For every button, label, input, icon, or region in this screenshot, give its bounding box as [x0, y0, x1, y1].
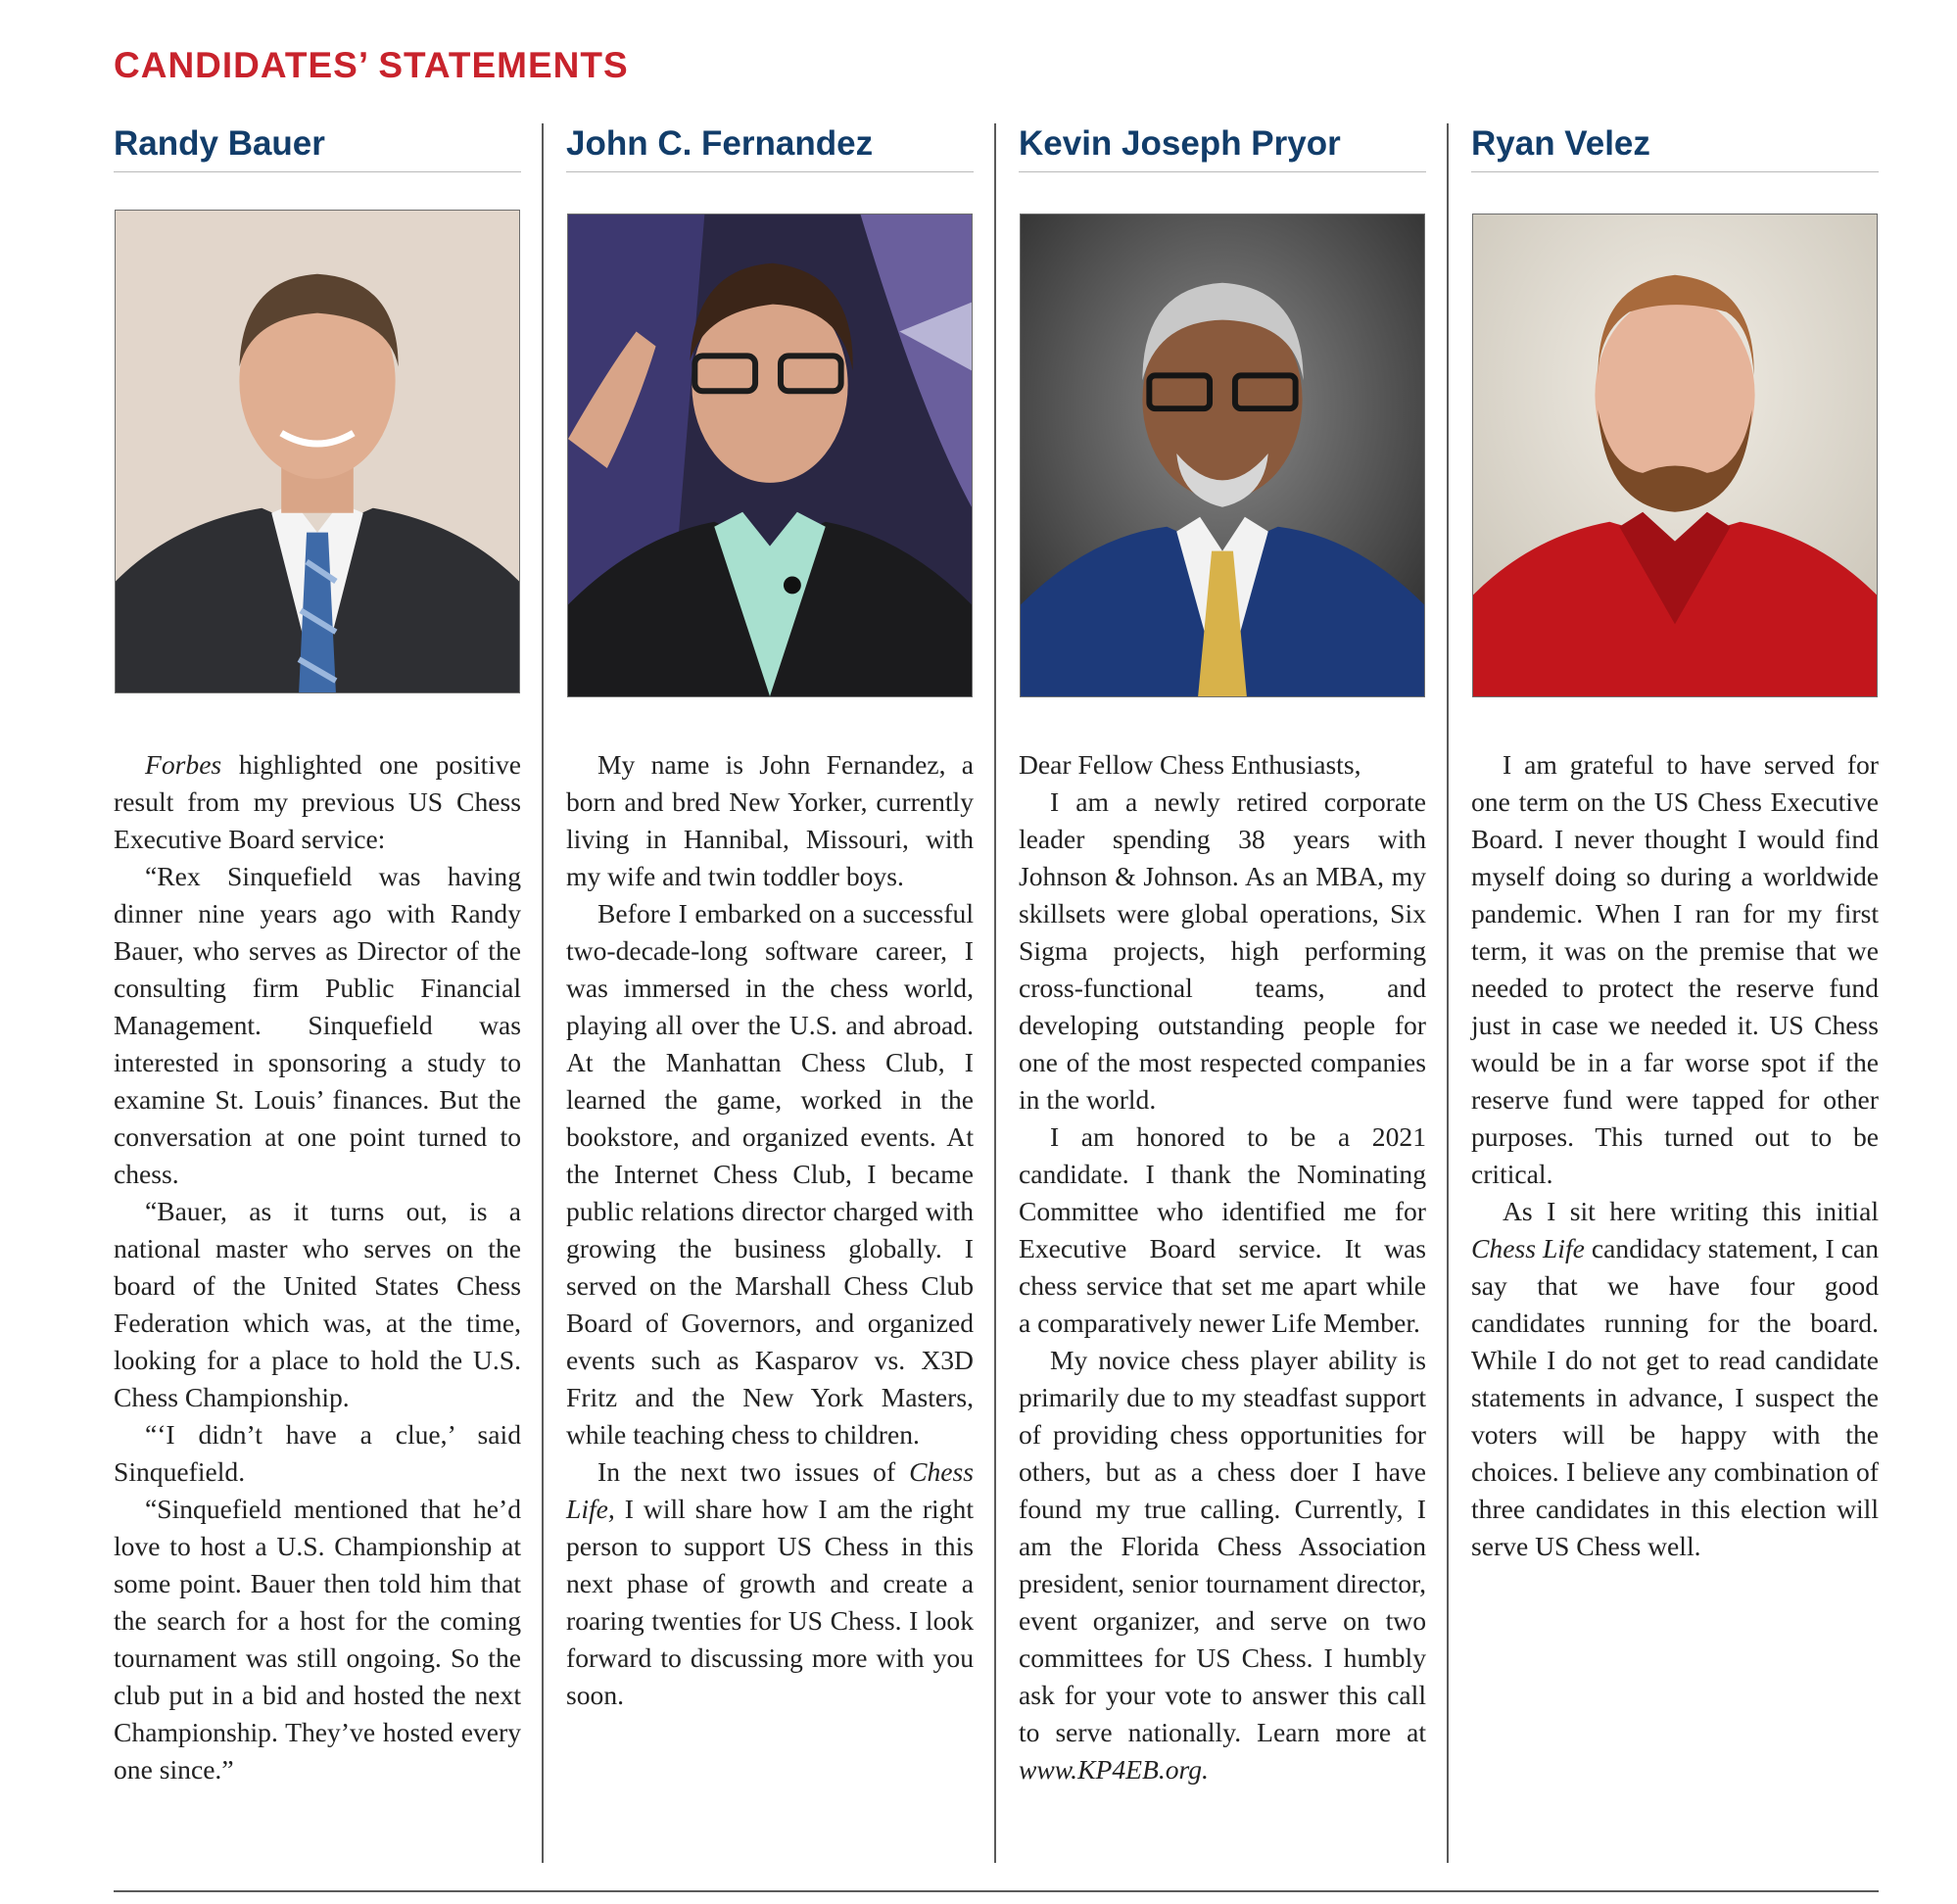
statement-paragraph: My name is John Fernandez, a born and bred New Yorker, currently living in Hannibal, Missouri, with my wife and twin toddler boys. — [566, 749, 974, 891]
statement-paragraph: I am grateful to have served for one term on the US Chess Executive Board. I never thought I would find myself doing so during a worldwide pandemic. When I ran for my first term, it was on the premise that we needed to protect the reserve fund just in case we needed it. US Chess would be in a far worse spot if the reserve fund were tapped for other purposes. This turned out to be critical. — [1471, 749, 1879, 1189]
bottom-rule — [114, 1890, 1879, 1892]
section-title: CANDIDATES’ STATEMENTS — [114, 45, 629, 85]
candidate-photo-bauer — [115, 210, 520, 693]
candidate-name: John C. Fernandez — [566, 123, 974, 172]
candidate-statement — [1019, 746, 1426, 1788]
column-divider — [542, 123, 544, 1863]
paragraph-text: My novice chess player ability is primarily due to my steadfast support of providing chess opportunities for others, but as a chess doer I have found my true calling. Currently, I am the Florida Chess Association president, senior tournament director, event organizer, and serve on two committees for US Chess. I humbly ask for your vote to answer this call to serve nationally. Learn more at — [1019, 1345, 1426, 1747]
statement-paragraph: I am a newly retired corporate leader spending 38 years with Johnson & Johnson. As an MBA, my skillsets were global operations, Six Sigma projects, high performing cross-functional teams, and developing outstanding people for one of the most respected companies in the world. — [1019, 786, 1426, 1115]
statement-paragraph — [1019, 1342, 1426, 1788]
candidate-photo-velez — [1472, 214, 1878, 697]
italic-text: Chess Life — [1471, 1233, 1585, 1263]
website-link[interactable]: www.KP4EB.org. — [1019, 1754, 1209, 1785]
candidate-statement — [114, 746, 521, 1788]
candidate-name: Kevin Joseph Pryor — [1019, 123, 1426, 172]
candidate-column-fernandez — [566, 123, 974, 1710]
statement-paragraph — [566, 1453, 974, 1714]
candidate-column-bauer — [114, 123, 521, 1785]
statement-paragraph: “Sinquefield mentioned that he’d love to host a U.S. Championship at some point. Bauer then told him that the search for a host for the coming tournament was still ongoing. So the club put in a bid and hosted the next Championship. They’ve hosted every one since.” — [114, 1494, 521, 1785]
portrait-image — [568, 214, 972, 696]
paragraph-text: I will share how I am the right person to support US Chess in this next phase of growth and create a roaring twenties for US Chess. I look forward to discussing more with you soon. — [566, 1494, 974, 1710]
italic-text: Chess Life, — [566, 1456, 974, 1524]
statement-paragraph: “Rex Sinquefield was having dinner nine years ago with Randy Bauer, who serves as Director of the consulting firm Public Financial Management. Sinquefield was interested in sponsoring a study to examine St. Louis’ finances. But the conversation at one point turned to chess. — [114, 861, 521, 1189]
candidate-photo-fernandez — [567, 214, 973, 697]
portrait-image — [1473, 214, 1877, 696]
candidate-statement — [566, 746, 974, 1714]
candidate-column-velez — [1471, 123, 1879, 1561]
paragraph-text: candidacy statement, I can say that we have four good candidates running for the board. While I do not get to read candidate statements in advance, I suspect the voters will be happy with the choices. I believe any combination of three candidates in this election will serve US Chess well. — [1471, 1233, 1879, 1561]
salutation: Dear Fellow Chess Enthusiasts, — [1019, 749, 1361, 780]
paragraph-text: As I sit here writing this initial — [1503, 1196, 1879, 1226]
statement-paragraph — [114, 746, 521, 858]
candidate-name: Ryan Velez — [1471, 123, 1879, 172]
statement-paragraph: “Bauer, as it turns out, is a national master who serves on the board of the United States Chess Federation which was, at the time, looking for a place to hold the U.S. Chess Championship. — [114, 1196, 521, 1412]
statement-paragraph: Before I embarked on a successful two-decade-long software career, I was immersed in the chess world, playing all over the U.S. and abroad. At the Manhattan Chess Club, I learned the game, worked in the bookstore, and organized events. At the Internet Chess Club, I became public relations director charged with growing the business globally. I served on the Marshall Chess Club Board of Governors, and organized events such as Kasparov vs. X3D Fritz and the New York Masters, while teaching chess to children. — [566, 898, 974, 1450]
candidate-photo-pryor — [1020, 214, 1425, 697]
column-divider — [994, 123, 996, 1863]
paragraph-text: highlighted one positive result from my previous US Chess Executive Board service: — [114, 749, 521, 854]
statement-paragraph: I am honored to be a 2021 candidate. I thank the Nominating Committee who identified me for Executive Board service. It was chess service that set me apart while a comparatively newer Life Member. — [1019, 1121, 1426, 1338]
candidate-statement — [1471, 746, 1879, 1565]
column-divider — [1447, 123, 1449, 1863]
portrait-image — [116, 211, 519, 692]
candidate-name: Randy Bauer — [114, 123, 521, 172]
paragraph-text: In the next two issues of — [597, 1456, 910, 1487]
italic-text: Forbes — [145, 749, 222, 780]
statement-paragraph: “‘I didn’t have a clue,’ said Sinquefield. — [114, 1419, 521, 1487]
portrait-image — [1021, 214, 1424, 696]
candidate-column-pryor — [1019, 123, 1426, 1785]
statement-paragraph — [1471, 1193, 1879, 1565]
